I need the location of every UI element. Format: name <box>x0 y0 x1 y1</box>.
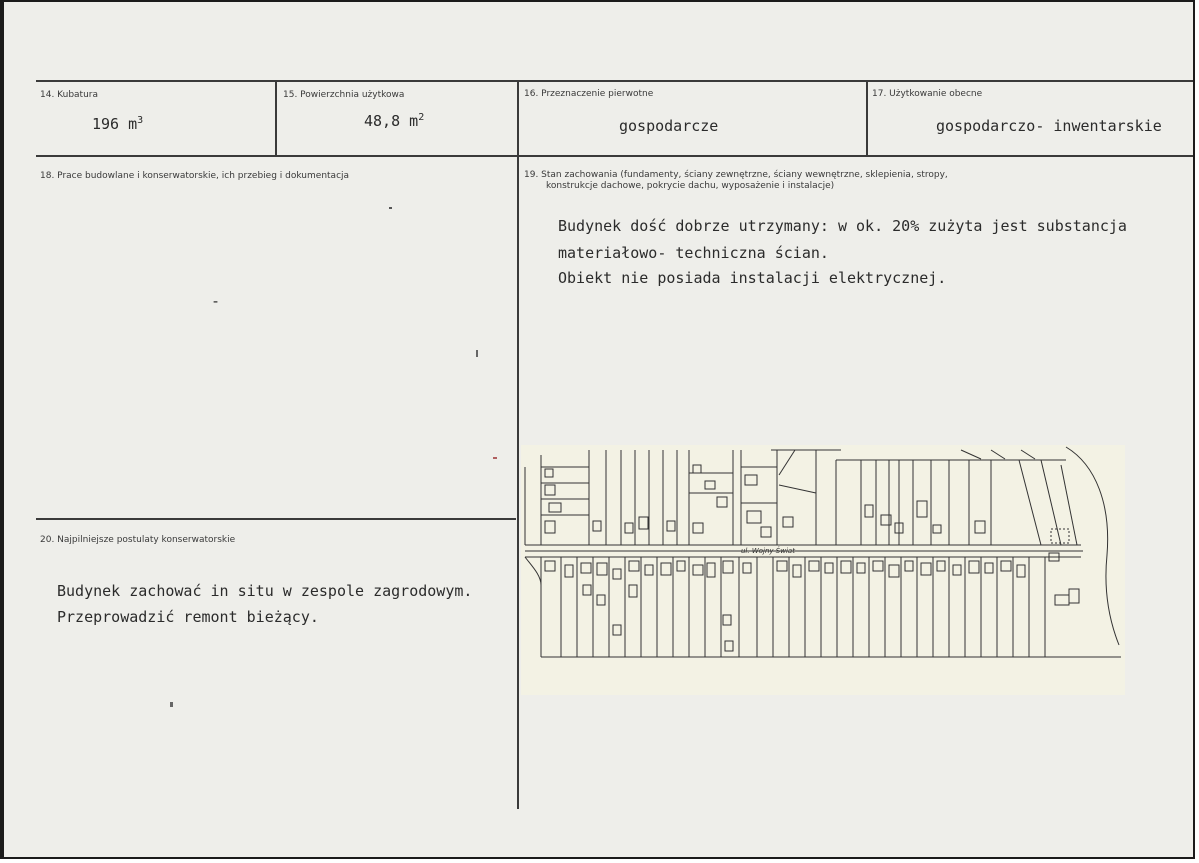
field-19-line-1: Budynek dość dobrze utrzymany: w ok. 20% zużyta jest substancja <box>558 217 1127 235</box>
divider-14-15 <box>275 82 277 155</box>
field-18-value: - <box>211 292 221 310</box>
field-17-value: gospodarczo- inwentarskie <box>936 117 1162 135</box>
ink-speck <box>493 457 497 459</box>
map-drawing <box>521 445 1125 695</box>
field-20-label: 20. Najpilniejsze postulaty konserwatorskie <box>40 535 236 545</box>
row-rule <box>36 155 1195 157</box>
field-20-line-1: Budynek zachować in situ w zespole zagrodowym. <box>57 582 473 600</box>
divider-16-17 <box>866 82 868 155</box>
cadastral-map <box>521 445 1125 695</box>
top-rule <box>36 80 1195 82</box>
mid-left-rule <box>36 518 516 520</box>
map-street-label: ul. Wojny Świat <box>741 547 795 555</box>
field-16-value: gospodarcze <box>619 117 719 135</box>
field-14-value: 196 $m^3$ <box>92 115 144 133</box>
field-18-label: 18. Prace budowlane i konserwatorskie, ich przebieg i dokumentacja <box>40 171 350 181</box>
field-19-line-2: materiałowo- techniczna ścian. <box>558 244 829 262</box>
field-19-label <box>524 170 948 192</box>
field-14-label: 14. Kubatura <box>40 90 99 100</box>
field-19-label-line2: konstrukcje dachowe, pokrycie dachu, wyposażenie i instalacje) <box>546 181 835 191</box>
field-17-label: 17. Użytkowanie obecne <box>872 89 983 99</box>
field-15-label: 15. Powierzchnia użytkowa <box>283 90 405 100</box>
field-15-value: 48,8 $m^2$ <box>364 112 425 130</box>
divider-15-16 <box>517 82 519 809</box>
field-19-label-line1: 19. Stan zachowania (fundamenty, ściany zewnętrzne, ściany wewnętrzne, sklepienia, stropy, <box>524 170 948 180</box>
field-19-line-3: Obiekt nie posiada instalacji elektrycznej. <box>558 269 947 287</box>
field-16-label: 16. Przeznaczenie pierwotne <box>524 89 654 99</box>
ink-speck <box>170 702 173 707</box>
ink-speck <box>476 350 478 357</box>
field-20-line-2: Przeprowadzić remont bieżący. <box>57 608 319 626</box>
ink-speck <box>389 207 392 209</box>
